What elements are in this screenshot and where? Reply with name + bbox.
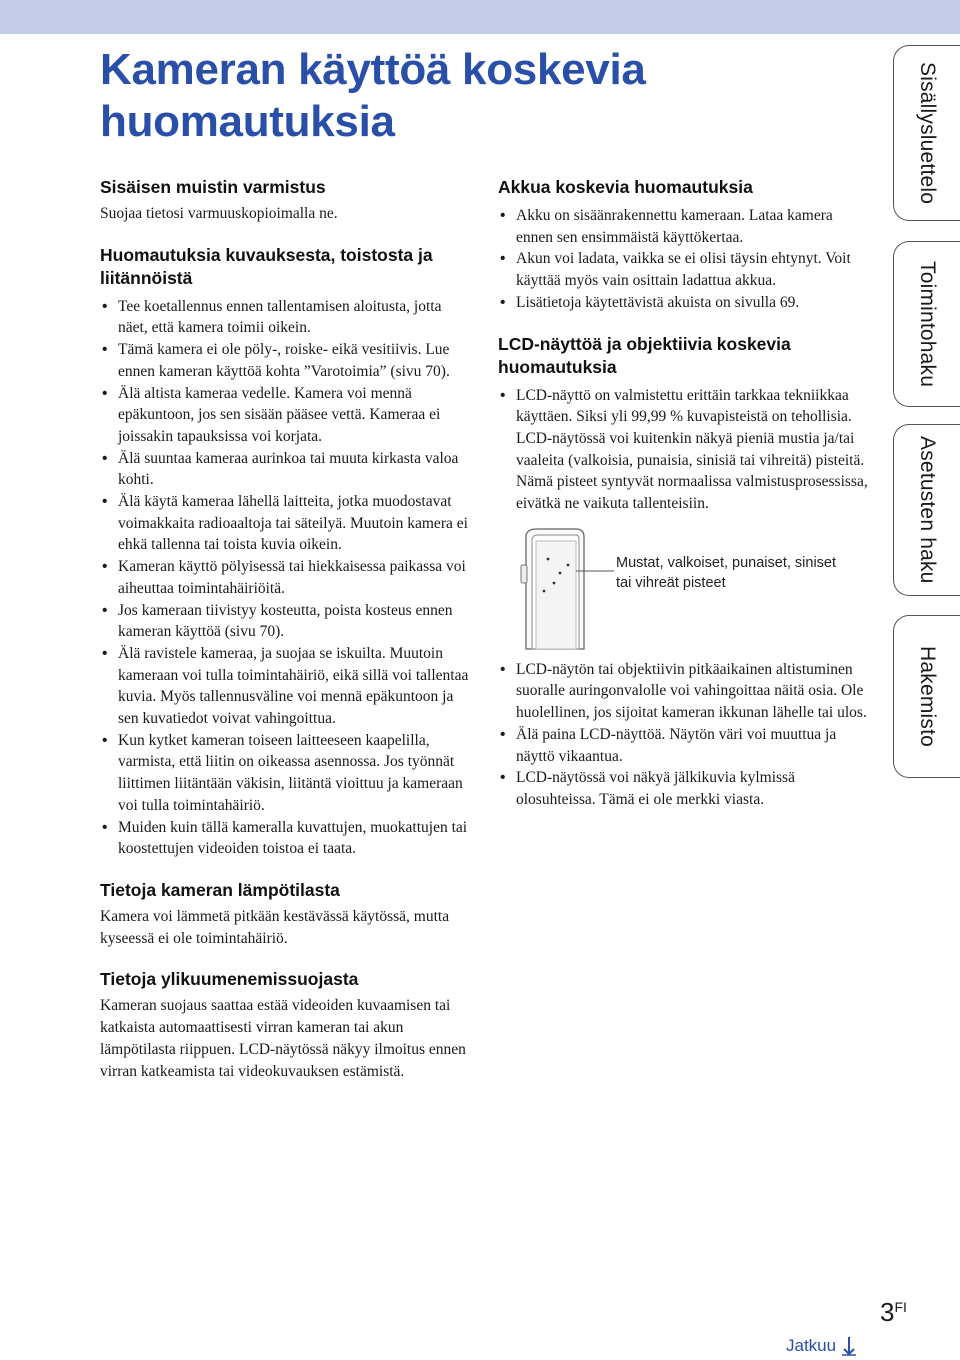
list-item: • Kameran käyttö pölyisessä tai hiekkaisessa paikassa voi aiheuttaa toimintahäiriöitä. [100,556,470,599]
lcd-figure [498,527,868,651]
tab-label: Asetusten haku [916,436,939,584]
list-item: • Älä altista kameraa vedelle. Kamera voi mennä epäkuntoon, jos sen sisään pääsee vettä. Kameraa ei joissakin tapauksissa voi korjata. [100,383,470,448]
section-heading: Tietoja ylikuumenemissuojasta [100,969,359,990]
list-item: • Älä paina LCD-näyttöä. Näytön väri voi muuttua ja näyttö vikaantua. [498,724,868,767]
list-item: • Tämä kamera ei ole pöly-, roiske- eikä vesitiivis. Lue ennen kameran käyttöä kohta ”Varotoimia” (sivu 70). [100,339,470,382]
lcd-list-continued [498,659,868,811]
camera-lcd-illustration [518,527,618,651]
tab-index[interactable] [893,615,960,778]
page-suffix: FI [894,1299,907,1315]
list-item: • LCD-näytössä voi näkyä jälkikuvia kylmissä olosuhteissa. Tämä ei ole merkki viasta. [498,767,868,810]
section-heading: Huomautuksia kuvauksesta, toistosta ja liitännöistä [100,244,433,288]
list-item: • Älä suuntaa kameraa aurinkoa tai muuta kirkasta valoa kohti. [100,448,470,491]
list-item: • Älä käytä kameraa lähellä laitteita, jotka muodostavat voimakkaita radioaaltoja tai säteilyä. Muutoin kamera ei ehkä tallenna tai toista kuvia oikein. [100,491,470,556]
section-text: Kamera voi lämmetä pitkään kestävässä käytössä, mutta kyseessä ei ole toimintahäiriö. [100,907,450,947]
section-temperature [100,879,470,949]
page-number [880,1297,907,1328]
section-heading: LCD-näyttöä ja objektiivia koskevia huomautuksia [498,333,791,377]
list-item: • Tee koetallennus ennen tallentamisen aloitusta, jotta näet, että kamera toimii oikein. [100,296,470,339]
tab-label: Sisällysluettelo [916,61,939,205]
tab-settings-search[interactable] [893,424,960,596]
lcd-list [498,385,868,515]
list-item: • Akku on sisäänrakennettu kameraan. Lataa kamera ennen sen ensimmäistä käyttökertaa. [498,205,868,248]
section-heading: Akkua koskevia huomautuksia [498,177,753,197]
list-item: • Akun voi ladata, vaikka se ei olisi täysin ehtynyt. Voit käyttää myös vain osittain ladattua akkua. [498,248,868,291]
tab-contents[interactable] [893,45,960,221]
continue-label: Jatkuu [786,1336,837,1355]
list-item: • Lisätietoja käytettävistä akuista on sivulla 69. [498,292,868,314]
tab-label: Toimintohaku [916,260,939,388]
section-text: Kameran suojaus saattaa estää videoiden kuvaamisen tai katkaista automaattisesti virran kameran tai akun lämpötilasta riippuen. LCD-näytössä näkyy ilmoitus ennen virran katkeamista tai videokuvauksen estämistä. [100,997,466,1080]
list-item: • LCD-näytön tai objektiivin pitkäaikainen altistuminen suoralle auringonvalolle voi vahingoittaa näitä osia. Ole huolellinen, jos sijoitat kameran ikkunan lähelle tai ulos. [498,659,868,724]
continue-link[interactable] [786,1336,856,1356]
section-heading: Sisäisen muistin varmistus [100,177,326,197]
battery-list [498,205,868,314]
shooting-list [100,296,470,860]
section-text: Suojaa tietosi varmuuskopioimalla ne. [100,205,338,222]
list-item: • Muiden kuin tällä kameralla kuvattujen, muokattujen tai koostettujen videoiden toistoa ei taata. [100,817,470,860]
list-item: • Älä ravistele kameraa, ja suojaa se iskuilta. Muutoin kameraan voi tulla toimintahäiriö, eikä sillä voi tallentaa kuvia. Myös tallennusväline voi mennä epäkuntoon ja sen kuvatiedot voivat vahingoittua. [100,643,470,730]
tab-label: Hakemisto [916,646,939,747]
page-title: Kameran käyttöä koskevia huomautuksia [100,45,646,146]
section-shooting [100,244,470,860]
page-number-value: 3 [880,1297,895,1327]
right-column [498,176,868,827]
section-memory [100,176,470,225]
tab-function-search[interactable] [893,241,960,407]
list-item: • Jos kameraan tiivistyy kosteutta, poista kosteus ennen kameran käyttöä (sivu 70). [100,600,470,643]
left-column [100,176,470,1101]
list-item: • Kun kytket kameran toiseen laitteeseen kaapelilla, varmista, että liitin on oikeassa asennossa. Jos työnnät liittimen liitäntään väkisin, liitäntä vioittuu ja kameraan voi tulla toimintahäiriö. [100,730,470,817]
list-item: • LCD-näyttö on valmistettu erittäin tarkkaa tekniikkaa käyttäen. Siksi yli 99,99 % kuvapisteistä on tehollisia. LCD-näytössä voi kuitenkin näkyä pieniä mustia ja/tai vaaleita (valkoisia, punaisia, sinisiä tai vihreitä) pisteitä. Nämä pisteet syntyvät normaalissa valmistusprosessissa, eivätkä ne vaikuta tallenteisiin. [498,385,868,515]
header-bar [0,0,960,34]
section-overheat [100,968,470,1082]
section-heading: Tietoja kameran lämpötilasta [100,879,340,900]
section-battery [498,176,868,314]
figure-caption: Mustat, valkoiset, punaiset, siniset tai vihreät pisteet [616,554,837,591]
section-lcd [498,333,868,811]
arrow-down-icon [842,1336,856,1356]
